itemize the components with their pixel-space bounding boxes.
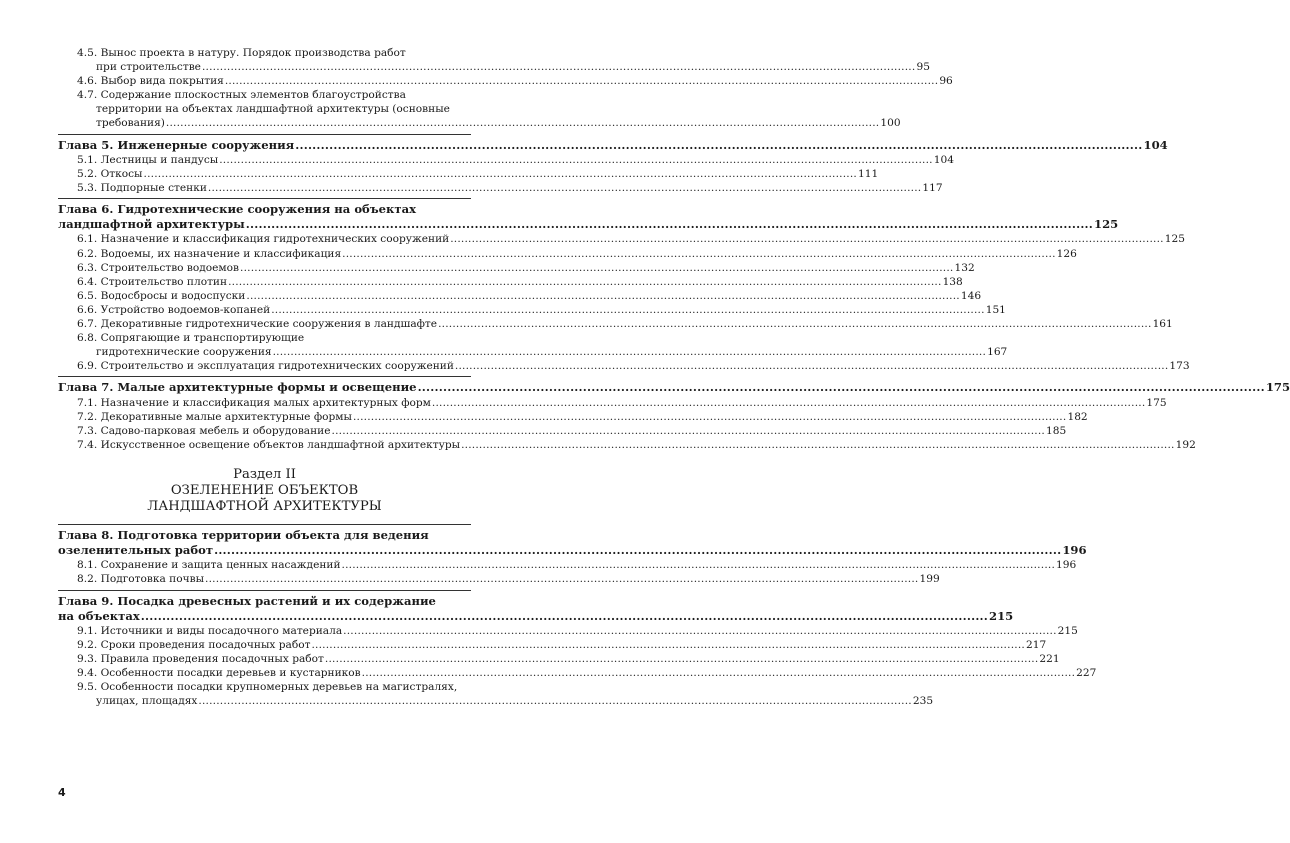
toc-entry[interactable] bbox=[58, 74, 953, 88]
toc-entry[interactable]: 6.7. Декоративные гидротехнические сооружения в ландшафте ..... 161 bbox=[58, 317, 471, 331]
toc-entry[interactable]: 9.3. Правила проведения посадочных работ ..... 221 bbox=[58, 652, 471, 666]
page-number: 175 bbox=[1265, 380, 1290, 395]
toc-entry[interactable]: 5.3. Подпорные стенки ..... 117 bbox=[58, 181, 471, 195]
divider bbox=[58, 524, 471, 525]
leader-dots bbox=[165, 116, 881, 130]
divider bbox=[58, 134, 471, 135]
toc-entry[interactable]: 9.5. Особенности посадки крупномерных деревьев на магистралях, улицах, площадях ..... 235 bbox=[58, 680, 471, 708]
page-number: 125 bbox=[1094, 217, 1119, 232]
toc-entry[interactable]: 9.4. Особенности посадки деревьев и кустарников ..... 227 bbox=[58, 666, 471, 680]
page-number: 100 bbox=[880, 117, 901, 130]
toc-entry[interactable]: 5.1. Лестницы и пандусы ..... 104 bbox=[58, 153, 471, 167]
toc-entry-text: 4.6. Выбор вида покрытия bbox=[77, 75, 224, 88]
chapter-heading[interactable]: Глава 5. Инженерные сооружения ..... 104 bbox=[58, 138, 471, 153]
toc-entry-text: 4.5. Вынос проекта в натуру. Порядок производства работ bbox=[77, 47, 406, 59]
table-of-contents bbox=[58, 46, 1290, 709]
toc-entry[interactable]: 6.9. Строительство и эксплуатация гидротехнических сооружений ..... 173 bbox=[58, 359, 471, 373]
toc-entry[interactable]: 9.2. Сроки проведения посадочных работ ..... 217 bbox=[58, 638, 471, 652]
toc-entry[interactable]: 6.6. Устройство водоемов-копаней ..... 151 bbox=[58, 303, 471, 317]
chapter-heading[interactable]: Глава 9. Посадка древесных растений и их содержание на объектах ..... 215 bbox=[58, 594, 471, 624]
toc-entry[interactable]: 6.3. Строительство водоемов ..... 132 bbox=[58, 261, 471, 275]
toc-entry[interactable] bbox=[58, 46, 930, 74]
leader-dots bbox=[201, 60, 917, 74]
page-number: 104 bbox=[1143, 137, 1168, 152]
toc-entry[interactable] bbox=[58, 88, 901, 130]
divider bbox=[58, 376, 471, 377]
toc-entry[interactable]: 7.1. Назначение и классификация малых архитектурных форм ..... 175 bbox=[58, 396, 471, 410]
leader-dots bbox=[224, 74, 940, 88]
chapter-heading[interactable]: Глава 7. Малые архитектурные формы и освещение ..... 175 bbox=[58, 380, 471, 395]
toc-entry[interactable]: 6.1. Назначение и классификация гидротехнических сооружений ..... 125 bbox=[58, 232, 471, 246]
toc-entry-text: территории на объектах ландшафтной архитектуры (основные bbox=[96, 103, 450, 116]
toc-entry[interactable]: 6.2. Водоемы, их назначение и классификация ..... 126 bbox=[58, 247, 471, 261]
page-number: 196 bbox=[1062, 543, 1087, 558]
toc-entry-text: требования) bbox=[96, 117, 165, 130]
leader-dots bbox=[294, 138, 1143, 153]
divider bbox=[58, 198, 471, 199]
toc-entry-text: при строительстве bbox=[96, 61, 201, 74]
toc-entry[interactable]: 6.5. Водосбросы и водоспуски ..... 146 bbox=[58, 289, 471, 303]
toc-entry[interactable]: 5.2. Откосы ..... 111 bbox=[58, 167, 471, 181]
page-number-footer: 4 bbox=[58, 786, 66, 799]
page-number: 215 bbox=[989, 608, 1014, 623]
page-number: 95 bbox=[916, 61, 930, 74]
toc-entry[interactable]: 6.8. Сопрягающие и транспортирующие гидротехнические сооружения ..... 167 bbox=[58, 331, 471, 359]
chapter-heading[interactable]: Глава 8. Подготовка территории объекта для ведения озеленительных работ ..... 196 bbox=[58, 528, 471, 558]
toc-entry[interactable]: 7.4. Искусственное освещение объектов ландшафтной архитектуры ..... 192 bbox=[58, 438, 471, 452]
toc-entry[interactable]: 7.3. Садово-парковая мебель и оборудование ..... 185 bbox=[58, 424, 471, 438]
toc-entry[interactable]: 6.4. Строительство плотин ..... 138 bbox=[58, 275, 471, 289]
page-number: 96 bbox=[939, 75, 953, 88]
toc-entry[interactable]: 8.1. Сохранение и защита ценных насаждений ..... 196 bbox=[58, 558, 471, 572]
divider bbox=[58, 590, 471, 591]
toc-entry[interactable]: 9.1. Источники и виды посадочного материала ..... 215 bbox=[58, 624, 471, 638]
toc-entry[interactable]: 8.2. Подготовка почвы ..... 199 bbox=[58, 572, 471, 586]
toc-entry-text: 4.7. Содержание плоскостных элементов благоустройства bbox=[77, 89, 406, 102]
toc-entry[interactable]: 7.2. Декоративные малые архитектурные формы ..... 182 bbox=[58, 410, 471, 424]
section-title: Раздел II ОЗЕЛЕНЕНИЕ ОБЪЕКТОВ ЛАНДШАФТНОЙ АРХИТЕКТУРЫ bbox=[147, 466, 382, 514]
chapter-heading[interactable]: Глава 6. Гидротехнические сооружения на объектах ландшафтной архитектуры ..... 125 bbox=[58, 202, 471, 232]
